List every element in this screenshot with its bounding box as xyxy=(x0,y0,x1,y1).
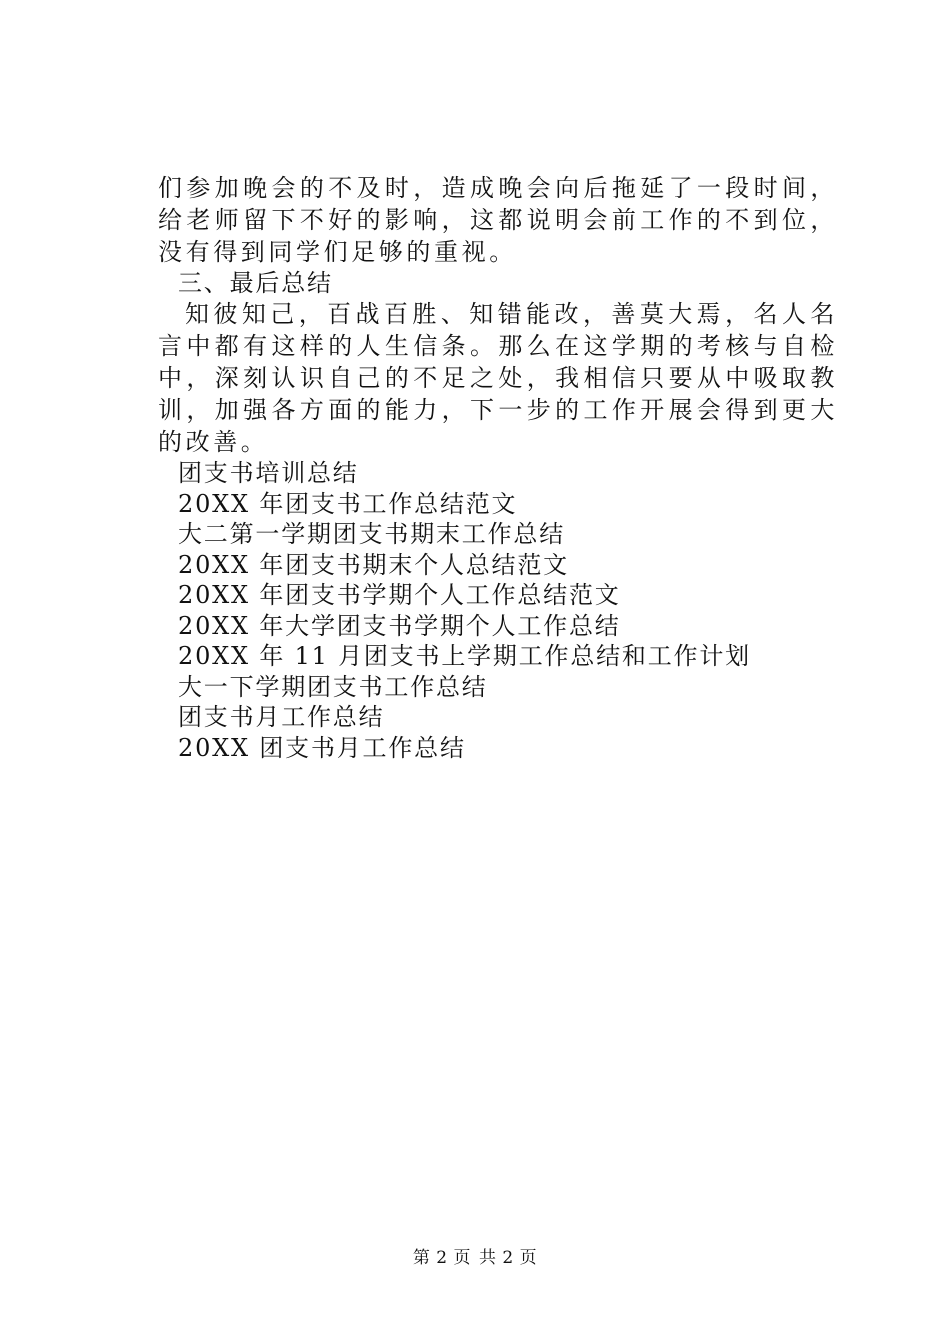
related-links-list xyxy=(158,458,838,763)
paragraph-summary: 知彼知己，百战百胜、知错能改，善莫大焉，名人名言中都有这样的人生信条。那么在这学期的考核与自检中，深刻认识自己的不足之处，我相信只要从中吸取教训，加强各方面的能力，下一步的工作开展会得到更大的改善。 xyxy=(158,300,838,456)
related-link[interactable]: 20XX 年团支书期末个人总结范文 xyxy=(178,550,569,579)
section-heading: 三、最后总结 xyxy=(178,269,333,297)
paragraph-continuation: 们参加晚会的不及时，造成晚会向后拖延了一段时间，给老师留下不好的影响，这都说明会前工作的不到位，没有得到同学们足够的重视。 xyxy=(158,174,838,266)
page-footer xyxy=(0,1243,950,1268)
related-link[interactable]: 20XX 年 11 月团支书上学期工作总结和工作计划 xyxy=(178,642,751,670)
related-link[interactable]: 20XX 年团支书工作总结范文 xyxy=(178,489,518,518)
document-body xyxy=(158,172,838,763)
page-number: 第 2 页 xyxy=(412,1248,471,1268)
related-link[interactable]: 大二第一学期团支书期末工作总结 xyxy=(178,520,565,548)
related-link[interactable]: 团支书月工作总结 xyxy=(178,703,385,731)
related-link[interactable]: 20XX 年团支书学期个人工作总结范文 xyxy=(178,581,621,609)
related-link[interactable]: 20XX 年大学团支书学期个人工作总结 xyxy=(178,611,621,640)
related-link[interactable]: 20XX 团支书月工作总结 xyxy=(178,733,466,762)
related-link[interactable]: 团支书培训总结 xyxy=(178,459,359,487)
page-total: 共 2 页 xyxy=(479,1248,538,1268)
related-link[interactable]: 大一下学期团支书工作总结 xyxy=(178,672,488,701)
